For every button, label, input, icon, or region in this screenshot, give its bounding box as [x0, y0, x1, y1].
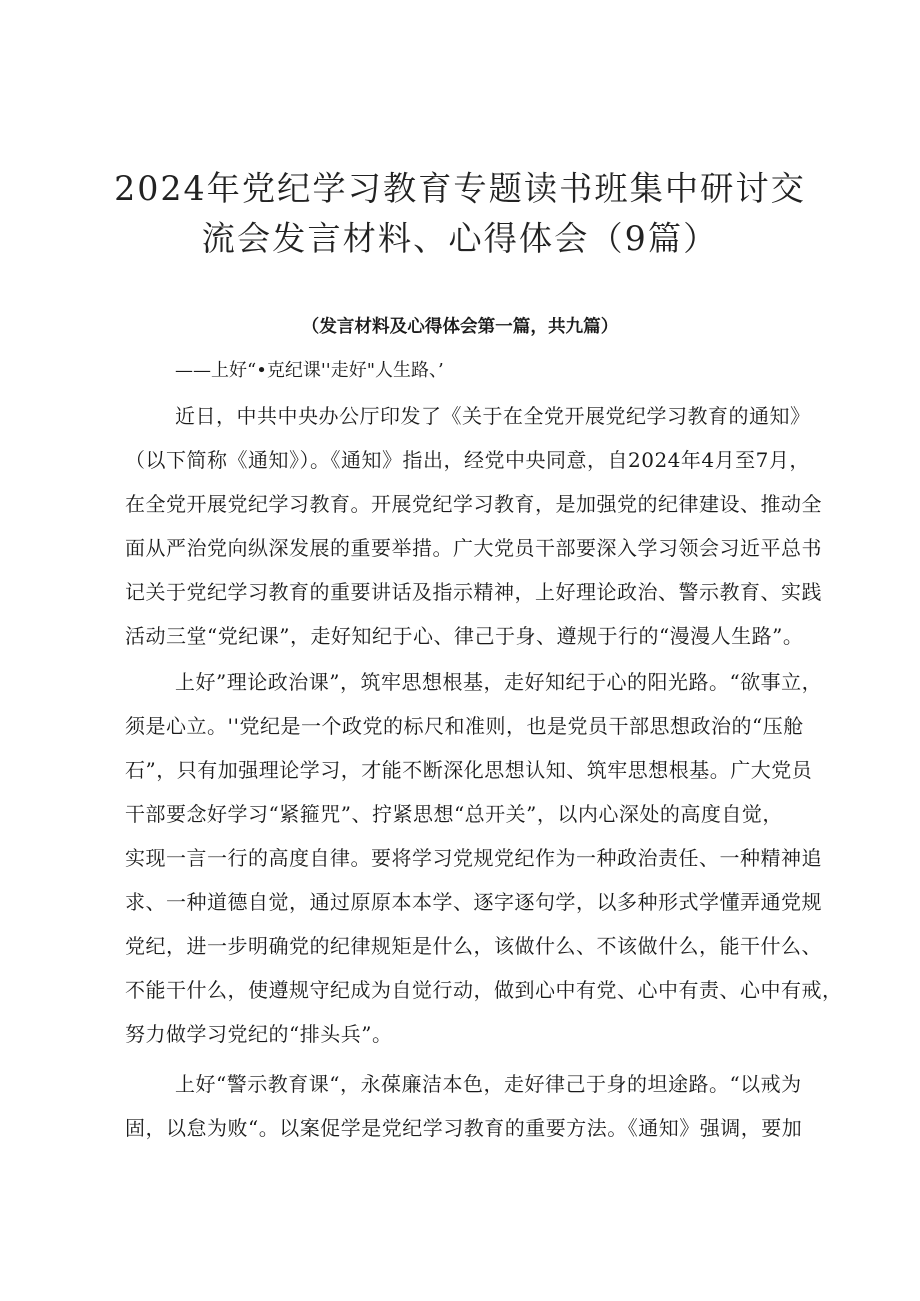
- paragraph-1-line-3: 在全党开展党纪学习教育。开展党纪学习教育，是加强党的纪律建设、推动全: [125, 492, 822, 516]
- paragraph-2-line-1: 上好”理论政治课”，筑牢思想根基，走好知纪于心的阳光路。“欲事立，: [175, 670, 823, 694]
- paragraph-1-line-2: （以下简称《通知》）。《通知》指出，经党中央同意，自2024年4月至7月，: [125, 448, 810, 472]
- paragraph-1-line-6: 活动三堂“党纪课”，走好知纪于心、律己于身、遵规于行的“漫漫人生路”。: [125, 624, 804, 648]
- paragraph-2-line-9: 努力做学习党纪的“排头兵”。: [125, 1022, 393, 1046]
- document-title-line-1: 2024年党纪学习教育专题读书班集中研讨交: [114, 169, 806, 208]
- paragraph-1-line-1: 近日，中共中央办公厅印发了《关于在全党开展党纪学习教育的通知》: [175, 404, 811, 428]
- paragraph-1-line-5: 记关于党纪学习教育的重要讲话及指示精神，上好理论政治、警示教育、实践: [125, 580, 822, 604]
- section-byline: ——上好“•克纪课''走好"人生路、’: [175, 360, 444, 381]
- paragraph-2-line-8: 不能干什么，使遵规守纪成为自觉行动，做到心中有党、心中有责、心中有戒，: [125, 978, 843, 1002]
- paragraph-3-line-1: 上好“警示教育课“，永葆廉洁本色，走好律己于身的坦途路。“以戒为: [175, 1072, 802, 1096]
- paragraph-2-line-7: 党纪，进一步明确党的纪律规矩是什么，该做什么、不该做什么，能干什么、: [125, 934, 822, 958]
- section-subtitle: （发言材料及心得体会第一篇，共九篇）: [301, 317, 619, 337]
- document-title-line-2: 流会发言材料、心得体会（9篇）: [201, 219, 719, 258]
- paragraph-3-line-2: 固，以怠为败“。以案促学是党纪学习教育的重要方法。《通知》强调，要加: [125, 1116, 803, 1140]
- paragraph-1-line-4: 面从严治党向纵深发展的重要举措。广大党员干部要深入学习领会习近平总书: [125, 536, 822, 560]
- paragraph-2-line-2: 须是心立。''党纪是一个政党的标尺和准则，也是党员干部思想政治的“压舱: [125, 714, 804, 738]
- paragraph-2-line-4: 干部要念好学习“紧箍咒”、拧紧思想“总开关”，以内心深处的高度自觉，: [125, 802, 783, 826]
- paragraph-2-line-6: 求、一种道德自觉，通过原原本本学、逐字逐句学，以多种形式学懂弄通党规: [125, 890, 822, 914]
- paragraph-2-line-3: 石”，只有加强理论学习，才能不断深化思想认知、筑牢思想根基。广大党员: [125, 758, 813, 782]
- paragraph-2-line-5: 实现一言一行的高度自律。要将学习党规党纪作为一种政治责任、一种精神追: [125, 846, 822, 870]
